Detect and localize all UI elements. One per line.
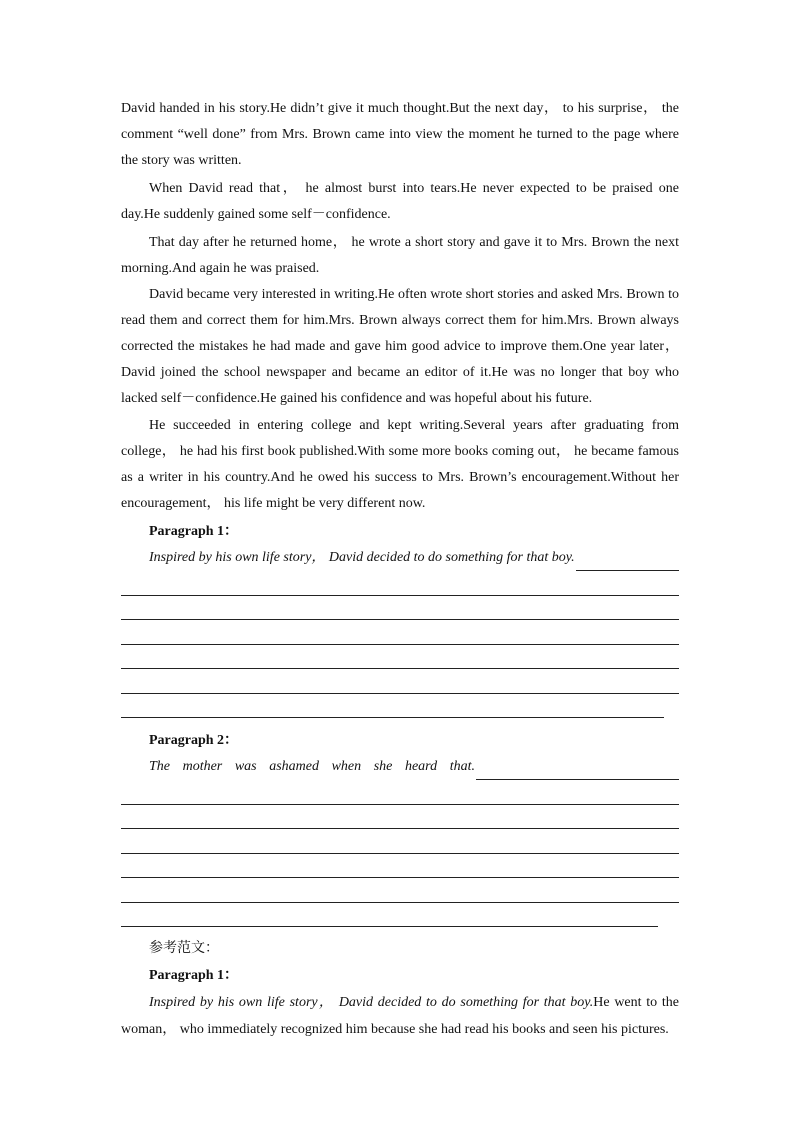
writing-line[interactable] — [121, 596, 679, 621]
writing-line[interactable] — [121, 829, 679, 854]
writing-line[interactable] — [121, 645, 679, 670]
starter-word: mother — [182, 759, 223, 774]
writing-line[interactable] — [121, 620, 679, 645]
writing-line[interactable] — [121, 694, 664, 719]
writing-blank[interactable] — [576, 550, 679, 571]
exercise-paragraph-1-starter-text: Inspired by his own life story， David decided to do something for that boy. — [149, 550, 575, 565]
starter-word: when — [331, 759, 362, 774]
story-paragraph-1: David handed in his story.He didn’t give it much thought.But the next day， to his surprise， the comment “well done” from Mrs. Brown came into view the moment he turned to the page where the story was written. — [121, 101, 679, 168]
model-answer-paragraph-1 — [121, 989, 679, 1043]
starter-word: was — [234, 759, 257, 774]
exercise-paragraph-1-lines[interactable] — [121, 571, 679, 718]
story-paragraph-4: David became very interested in writing.He often wrote short stories and asked Mrs. Brown to read them and correct them for him.Mrs. Brown always correct them for him.Mrs. Brown always corrected the mistakes he had made and gave him good advice to improve them.One year later， David joined the school newspaper and became an editor of it.He was no longer that boy who lacked self－confidence.He gained his confidence and was hopeful about his future. — [121, 287, 679, 406]
model-answer-label: 参考范文： — [149, 940, 219, 956]
writing-line[interactable] — [121, 903, 658, 928]
starter-word: she — [373, 759, 393, 774]
exercise-paragraph-2-starter — [121, 754, 679, 780]
spacer — [121, 718, 679, 728]
spacer — [121, 927, 679, 935]
exercise-paragraph-2-starter-text — [149, 754, 475, 780]
writing-blank[interactable] — [476, 759, 679, 780]
starter-word: The — [149, 759, 170, 774]
document-page — [121, 96, 679, 1043]
starter-word: that. — [449, 759, 475, 774]
exercise-paragraph-1-starter — [121, 545, 679, 571]
exercise-paragraph-1-heading: Paragraph 1： — [149, 524, 239, 539]
starter-word: ashamed — [269, 759, 319, 774]
story-paragraph-5: He succeeded in entering college and kept writing.Several years after graduating from college， he had his first book published.With some more books coming out， he became famous as a writer in his country.And he owed his success to Mrs. Brown’s encouragement.Without her encouragement， his life might be very different now. — [121, 418, 679, 511]
model-answer-paragraph-1-heading: Paragraph 1： — [149, 968, 239, 983]
story-paragraph-2: When David read that， he almost burst into tears.He never expected to be praised one day.He suddenly gained some self－confidence. — [121, 181, 679, 222]
model-answer-starter: Inspired by his own life story， David decided to do something for that boy. — [149, 995, 594, 1010]
model-answer-continuation: He went to the woman， who immediately recognized him because she had read his books and seen his pictures. — [121, 995, 679, 1037]
writing-line[interactable] — [121, 854, 679, 879]
writing-line[interactable] — [121, 571, 679, 596]
starter-word: heard — [404, 759, 438, 774]
writing-line[interactable] — [121, 878, 679, 903]
writing-line[interactable] — [121, 805, 679, 830]
writing-line[interactable] — [121, 780, 679, 805]
story-paragraph-3: That day after he returned home， he wrote a short story and gave it to Mrs. Brown the next morning.And again he was praised. — [121, 235, 679, 276]
exercise-paragraph-2-lines[interactable] — [121, 780, 679, 927]
exercise-paragraph-2-heading: Paragraph 2： — [149, 733, 239, 748]
writing-line[interactable] — [121, 669, 679, 694]
